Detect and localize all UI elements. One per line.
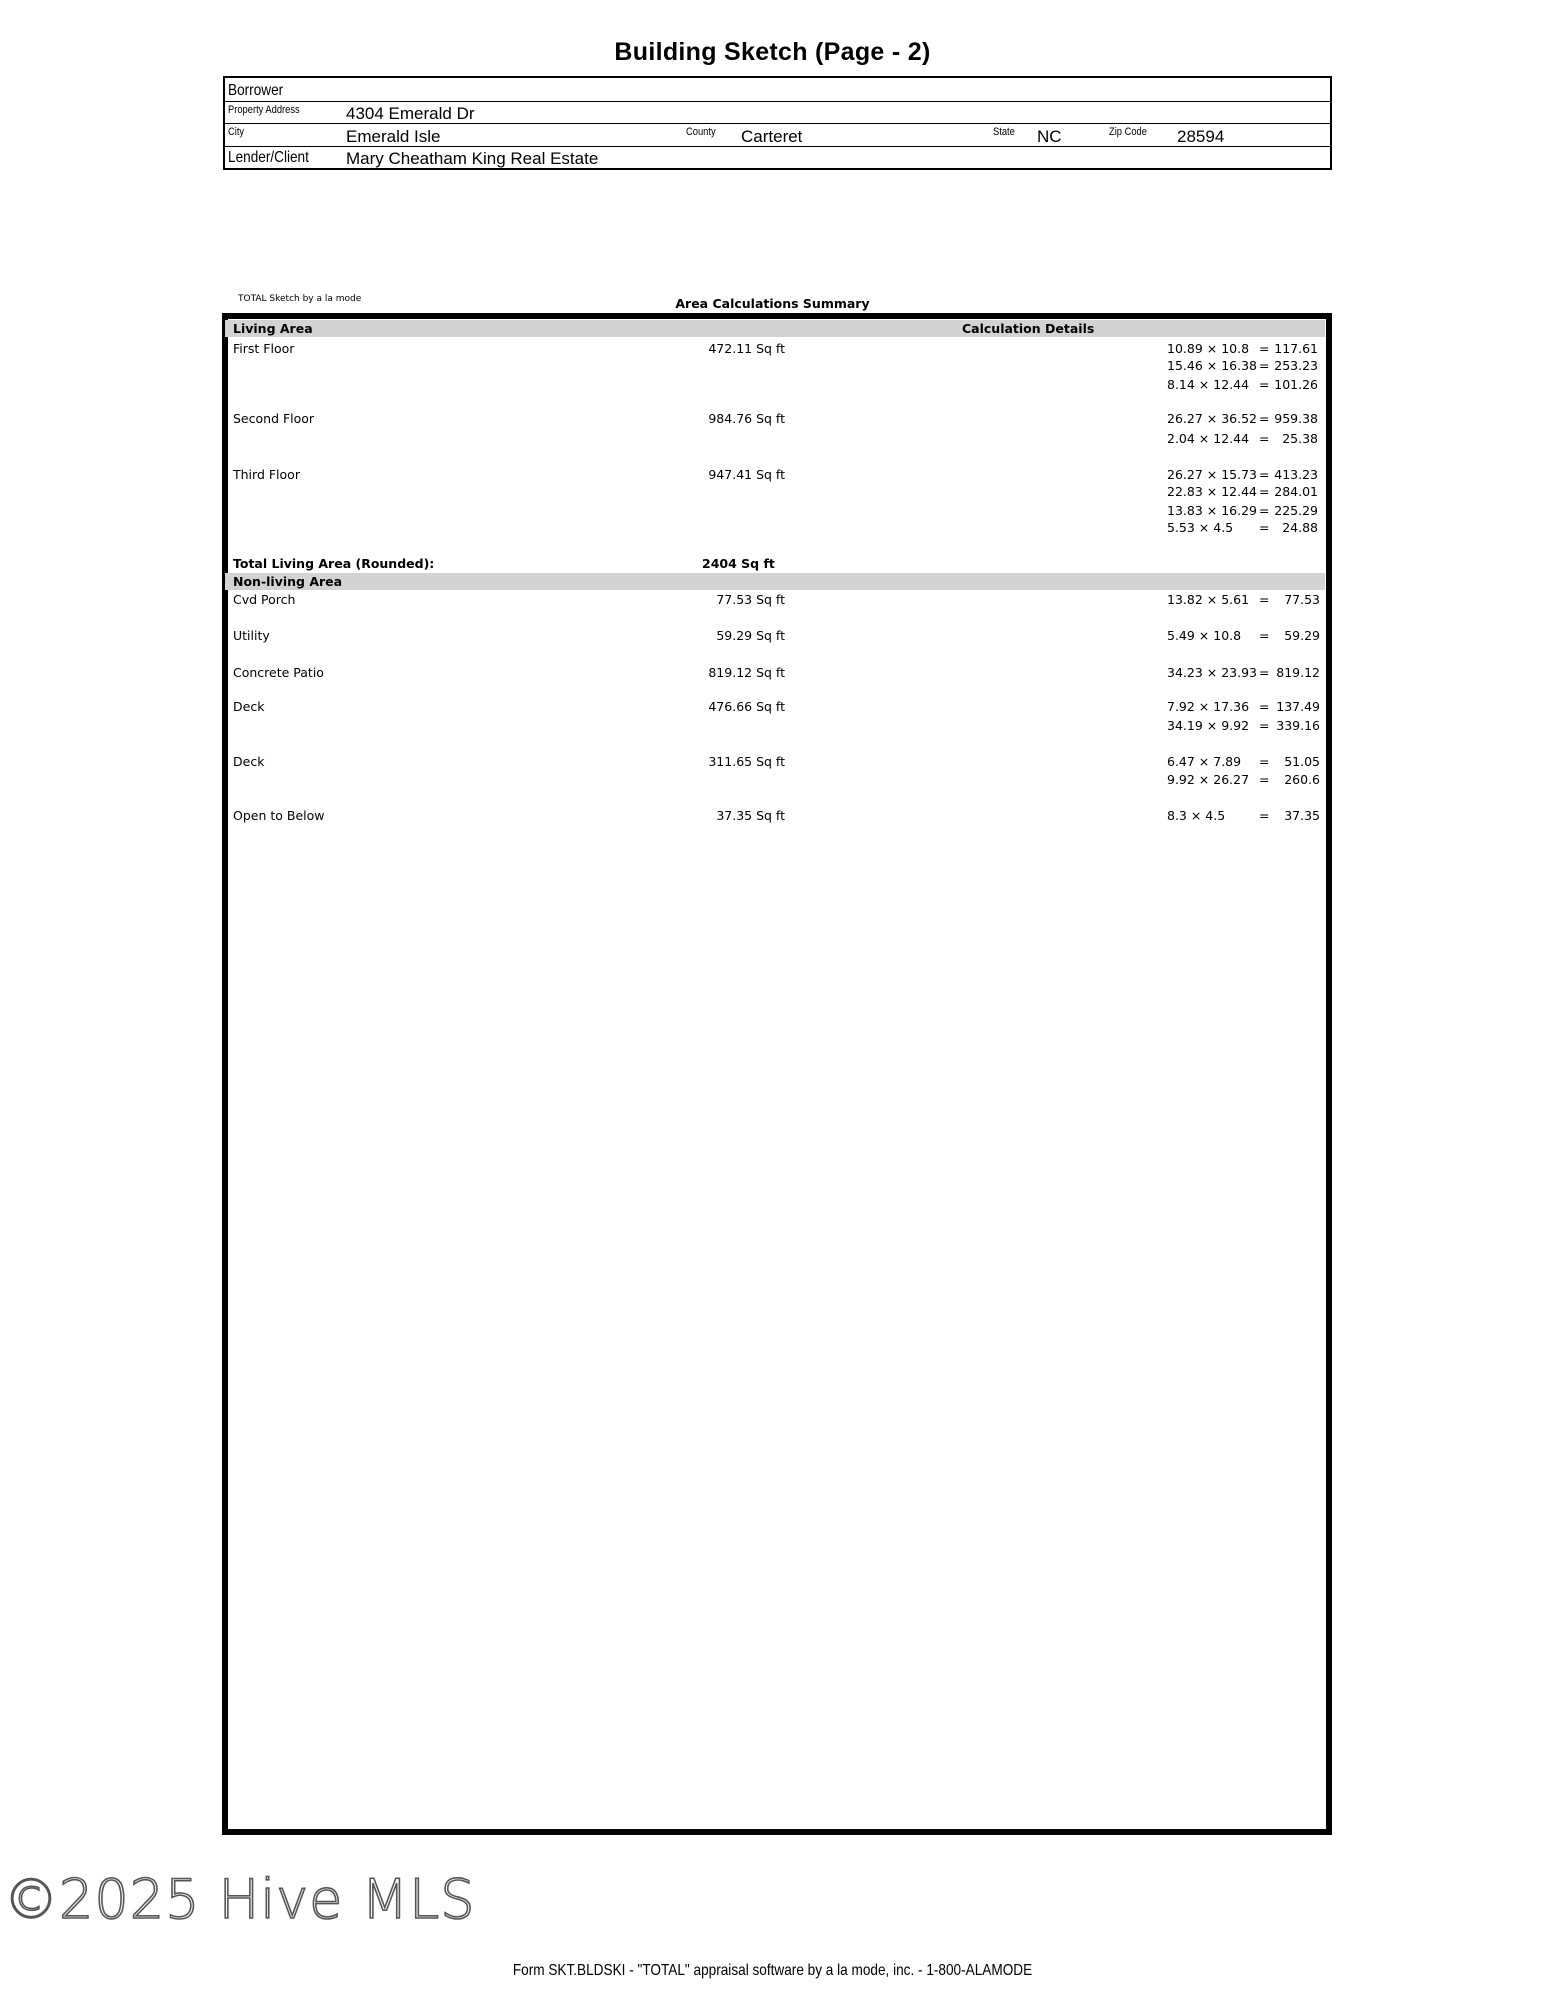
calc-equals: = — [1259, 718, 1270, 733]
sketch-software-label: TOTAL Sketch by a la mode — [238, 294, 362, 304]
calc-dims: 26.27 × 36.52 — [1167, 411, 1257, 426]
calc-dims: 22.83 × 12.44 — [1167, 484, 1257, 499]
calc-equals: = — [1259, 411, 1270, 426]
footer — [0, 1962, 1545, 1980]
page-title: Building Sketch (Page - 2) — [614, 38, 931, 66]
lender-row — [225, 146, 1330, 168]
row-name: Third Floor — [233, 467, 300, 482]
row-area: 476.66 Sq ft — [708, 699, 785, 714]
calc-dims: 5.53 × 4.5 — [1167, 520, 1234, 535]
calc-result: 37.35 — [1284, 808, 1320, 823]
row-name: Concrete Patio — [233, 665, 324, 680]
total-living-area-label: Total Living Area (Rounded): — [233, 556, 435, 571]
calc-equals: = — [1259, 592, 1270, 607]
calc-equals: = — [1259, 467, 1270, 482]
row-name: Open to Below — [233, 808, 325, 823]
borrower-label: Borrower — [228, 82, 284, 99]
row-area: 59.29 Sq ft — [716, 628, 785, 643]
row-name: Deck — [233, 754, 265, 769]
row-area: 819.12 Sq ft — [708, 665, 785, 680]
calc-result: 59.29 — [1284, 628, 1320, 643]
property-address-label: Property Address — [228, 104, 300, 116]
calc-result: 77.53 — [1284, 592, 1320, 607]
calculation-details-heading: Calculation Details — [962, 321, 1095, 336]
total-living-area-value: 2404 Sq ft — [702, 556, 775, 571]
lender-value: Mary Cheatham King Real Estate — [346, 149, 599, 168]
calc-equals: = — [1259, 503, 1270, 518]
row-area: 947.41 Sq ft — [708, 467, 785, 482]
row-area: 77.53 Sq ft — [716, 592, 785, 607]
non-living-area-band — [225, 573, 1325, 590]
calc-equals: = — [1259, 808, 1270, 823]
zip-code-label: Zip Code — [1109, 126, 1147, 138]
calc-dims: 7.92 × 17.36 — [1167, 699, 1250, 714]
calc-dims: 8.14 × 12.44 — [1167, 377, 1250, 392]
property-address-value: 4304 Emerald Dr — [346, 104, 475, 123]
state-label: State — [993, 126, 1015, 138]
calc-equals: = — [1259, 754, 1270, 769]
calc-equals: = — [1259, 665, 1270, 680]
living-area-heading: Living Area — [233, 321, 313, 336]
calc-result: 25.38 — [1282, 431, 1318, 446]
calc-dims: 34.19 × 9.92 — [1167, 718, 1250, 733]
state-value: NC — [1037, 127, 1062, 146]
calc-result: 339.16 — [1276, 718, 1320, 733]
property-address-row — [225, 101, 1330, 124]
calc-dims: 26.27 × 15.73 — [1167, 467, 1257, 482]
non-living-area-heading: Non-living Area — [233, 574, 343, 589]
calc-result: 284.01 — [1274, 484, 1318, 499]
row-name: Deck — [233, 699, 265, 714]
calc-dims: 9.92 × 26.27 — [1167, 772, 1250, 787]
calc-dims: 6.47 × 7.89 — [1167, 754, 1242, 769]
calc-result: 260.6 — [1284, 772, 1320, 787]
zip-code-value: 28594 — [1177, 127, 1225, 146]
calc-dims: 8.3 × 4.5 — [1167, 808, 1226, 823]
calc-equals: = — [1259, 772, 1270, 787]
lender-label: Lender/Client — [228, 149, 309, 166]
calc-dims: 5.49 × 10.8 — [1167, 628, 1242, 643]
calc-dims: 2.04 × 12.44 — [1167, 431, 1250, 446]
calc-result: 959.38 — [1274, 411, 1318, 426]
summary-title: Area Calculations Summary — [675, 296, 870, 311]
calc-result: 101.26 — [1274, 377, 1318, 392]
city-label: City — [228, 126, 245, 138]
calc-equals: = — [1259, 699, 1270, 714]
header-box — [223, 76, 1332, 170]
calc-equals: = — [1259, 431, 1270, 446]
calc-equals: = — [1259, 341, 1270, 356]
calc-result: 413.23 — [1274, 467, 1318, 482]
calc-dims: 13.83 × 16.29 — [1167, 503, 1257, 518]
borrower-row — [225, 78, 1330, 102]
city-value: Emerald Isle — [346, 127, 441, 146]
row-area: 311.65 Sq ft — [708, 754, 785, 769]
calc-equals: = — [1259, 484, 1270, 499]
footer-text: Form SKT.BLDSKI - "TOTAL" appraisal software by a la mode, inc. - 1-800-ALAMODE — [512, 1962, 1033, 1979]
row-area: 472.11 Sq ft — [708, 341, 785, 356]
row-name: Cvd Porch — [233, 592, 296, 607]
calc-result: 253.23 — [1274, 358, 1318, 373]
calc-result: 137.49 — [1276, 699, 1320, 714]
city-row — [225, 123, 1330, 147]
calc-result: 117.61 — [1274, 341, 1318, 356]
calc-result: 819.12 — [1276, 665, 1320, 680]
row-area: 37.35 Sq ft — [716, 808, 785, 823]
calc-dims: 15.46 × 16.38 — [1167, 358, 1257, 373]
calc-result: 225.29 — [1274, 503, 1318, 518]
county-label: County — [686, 126, 716, 138]
calc-equals: = — [1259, 377, 1270, 392]
row-name: First Floor — [233, 341, 295, 356]
calc-dims: 13.82 × 5.61 — [1167, 592, 1250, 607]
row-name: Utility — [233, 628, 270, 643]
calc-equals: = — [1259, 628, 1270, 643]
living-area-band — [225, 320, 1325, 337]
calculation-frame — [222, 313, 1332, 1835]
calc-result: 24.88 — [1282, 520, 1318, 535]
calc-equals: = — [1259, 358, 1270, 373]
row-area: 984.76 Sq ft — [708, 411, 785, 426]
county-value: Carteret — [741, 127, 803, 146]
calc-dims: 10.89 × 10.8 — [1167, 341, 1250, 356]
watermark: ©2025 Hive MLS — [4, 1868, 476, 1931]
row-name: Second Floor — [233, 411, 315, 426]
calc-result: 51.05 — [1284, 754, 1320, 769]
calc-dims: 34.23 × 23.93 — [1167, 665, 1257, 680]
calc-equals: = — [1259, 520, 1270, 535]
